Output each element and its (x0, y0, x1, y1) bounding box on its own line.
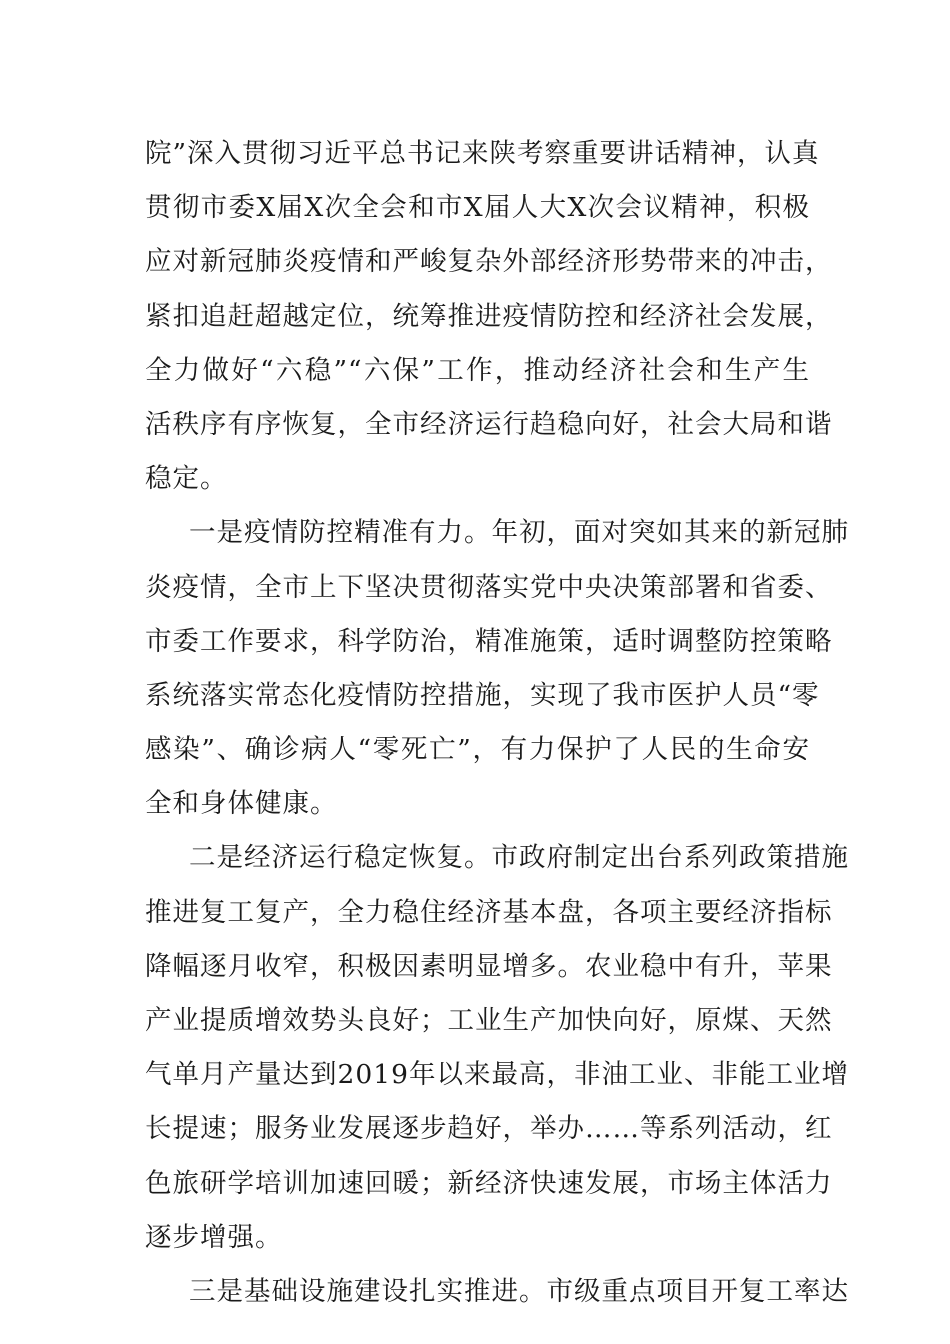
text-line: 色旅研学培训加速回暖；新经济快速发展，市场主体活力 (145, 1167, 833, 1199)
text-line: 应对新冠肺炎疫情和严峻复杂外部经济形势带来的冲击， (145, 246, 833, 278)
paragraph-epidemic-control (145, 506, 849, 831)
text-line: 全和身体健康。 (145, 788, 338, 820)
document-body (145, 127, 849, 1319)
text-line: 贯彻市委X届X次全会和市X届人大X次会议精神，积极 (145, 192, 810, 224)
text-line: 降幅逐月收窄，积极因素明显增多。农业稳中有升，苹果 (145, 950, 833, 982)
paragraph-economy-recovery (145, 831, 849, 1265)
text-line: 三是基础设施建设扎实推进。市级重点项目开复工率达 (189, 1275, 849, 1307)
text-line: 活秩序有序恢复，全市经济运行趋稳向好，社会大局和谐 (145, 408, 833, 440)
text-line: 稳定。 (145, 463, 228, 495)
paragraph-infrastructure (145, 1265, 849, 1319)
text-line: 系统落实常态化疫情防控措施，实现了我市医护人员“零 (145, 679, 820, 711)
text-line: 逐步增强。 (145, 1221, 283, 1253)
text-line: 一是疫情防控精准有力。年初，面对突如其来的新冠肺 (189, 517, 849, 549)
text-line: 气单月产量达到2019年以来最高，非油工业、非能工业增 (145, 1059, 849, 1091)
paragraph-intro (145, 127, 833, 506)
text-line: 推进复工复产，全力稳住经济基本盘，各项主要经济指标 (145, 896, 833, 928)
text-line: 市委工作要求，科学防治，精准施策，适时调整防控策略 (145, 625, 833, 657)
text-line: 长提速；服务业发展逐步趋好，举办……等系列活动，红 (145, 1113, 833, 1145)
text-line: 全力做好“六稳”“六保”工作，推动经济社会和生产生 (145, 354, 810, 386)
text-line: 炎疫情，全市上下坚决贯彻落实党中央决策部署和省委、 (145, 571, 833, 603)
text-line: 紧扣追赶超越定位，统筹推进疫情防控和经济社会发展， (145, 300, 833, 332)
text-line: 产业提质增效势头良好；工业生产加快向好，原煤、天然 (145, 1005, 833, 1036)
text-line: 感染”、确诊病人“零死亡”，有力保护了人民的生命安 (145, 734, 810, 766)
text-line: 院”深入贯彻习近平总书记来陕考察重要讲话精神，认真 (145, 138, 820, 169)
text-line: 二是经济运行稳定恢复。市政府制定出台系列政策措施 (189, 842, 849, 874)
